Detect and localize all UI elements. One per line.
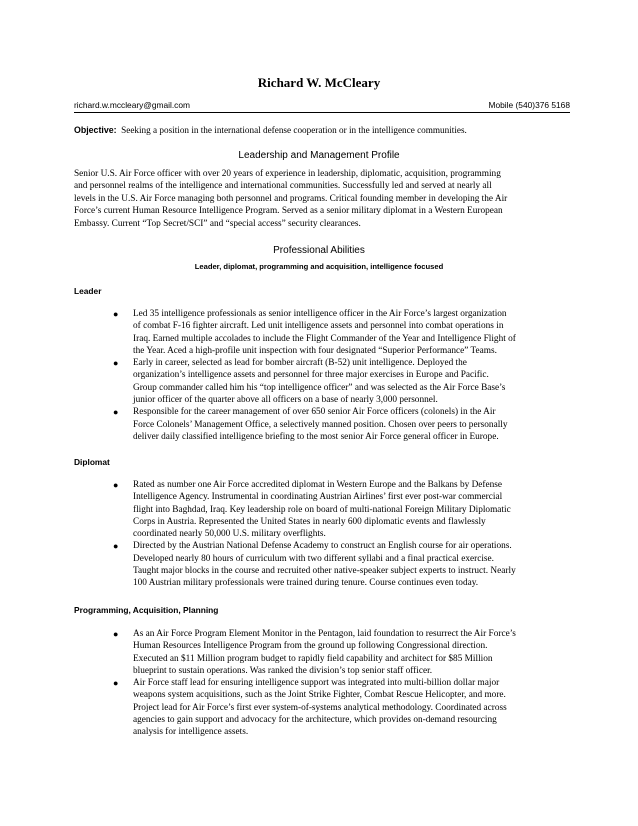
list-item	[110, 540, 580, 589]
bullet-icon: ●	[113, 309, 119, 319]
bullet-line: As an Air Force Program Element Monitor in the Pentagon, laid foundation to resurrect the Air Force’s	[133, 629, 516, 639]
profile-line: and personnel realms of the intelligence and international communities. Successfully led and served at nearly all	[74, 181, 492, 192]
bullet-line: Led 35 intelligence professionals as senior intelligence officer in the Air Force’s largest organization	[133, 309, 507, 319]
bullet-line: Intelligence Agency. Instrumental in coordinating Austrian Airlines’ first ever post-war commercial	[133, 492, 503, 503]
bullet-line: deliver daily classified intelligence briefing to the most senior Air Force general officer in Europe.	[133, 431, 499, 442]
bullet-line: organization’s intelligence assets and personnel for three major exercises in Europe and Pacific.	[133, 370, 489, 381]
bullet-line: Force Colonels’ Management Office, a selectively manned position. Chosen over peers to personally	[133, 419, 508, 430]
bullet-line: the Year. Aced a high-profile unit inspection with four designated “Superior Performance” Teams.	[133, 345, 497, 356]
bullet-line: flight into Baghdad, Iraq. Key leadership role on board of multi-national Foreign Military Diplomatic	[133, 504, 511, 515]
profile-line: Force’s current Human Resource Intelligence Program. Served as a senior military diplomat in a Western European	[74, 206, 503, 217]
bullet-line: junior officer of the quarter above all officers on a base of nearly 3,000 personnel.	[133, 395, 438, 406]
profile-line: Senior U.S. Air Force officer with over 20 years of experience in leadership, diplomatic, acquisition, programming	[74, 169, 501, 179]
diplomat-bullets	[110, 479, 580, 590]
list-item	[110, 406, 580, 443]
bullet-line: Human Resources Intelligence Program from the ground up following Congressional direction.	[133, 641, 488, 652]
bullet-line: Corps in Austria. Represented the United States in nearly 600 diplomatic events and flawlessly	[133, 516, 486, 527]
list-item	[110, 479, 580, 540]
bullet-line: Developed nearly 80 hours of curriculum with two different syllabi and a final practical exercise.	[133, 553, 494, 564]
bullet-icon: ●	[113, 541, 119, 552]
list-item	[110, 628, 580, 677]
bullet-icon: ●	[113, 629, 119, 639]
profile-line: Embassy. Current “Top Secret/SCI” and “special access” security clearances.	[74, 218, 361, 229]
section-label-leader: Leader	[74, 286, 102, 296]
bullet-line: Rated as number one Air Force accredited diplomat in Western Europe and the Balkans by Defense	[133, 480, 503, 490]
section-label-programming: Programming, Acquisition, Planning	[74, 605, 219, 615]
section-label-diplomat: Diplomat	[74, 457, 110, 467]
bullet-line: 100 Austrian military professionals were trained during tenure. Course continues even today.	[133, 578, 479, 589]
email-address: richard.w.mccleary@gmail.com	[74, 100, 191, 110]
bullet-line: weapons system acquisitions, such as the Joint Strike Fighter, Combat Rescue Helicopter, and more.	[133, 690, 506, 701]
objective-label: Objective:	[74, 125, 117, 135]
abilities-subtitle: Leader, diplomat, programming and acquisition, intelligence focused	[194, 262, 444, 271]
bullet-line: Air Force staff lead for ensuring intelligence support was integrated into multi-billion dollar major	[133, 678, 500, 689]
list-item	[110, 677, 580, 738]
profile-title: Leadership and Management Profile	[238, 150, 400, 161]
bullet-line: coordinated nearly 50,000 U.S. military overflights.	[133, 529, 326, 540]
abilities-title: Professional Abilities	[273, 245, 365, 256]
bullet-line: Executed an $11 Million program budget to rapidly field capability and architect for $85 Million	[133, 653, 493, 664]
bullet-icon: ●	[113, 358, 119, 369]
candidate-name: Richard W. McCleary	[257, 75, 381, 90]
objective-text: Seeking a position in the international defense cooperation or in the intelligence communities.	[121, 125, 467, 135]
bullet-icon: ●	[113, 407, 119, 418]
profile-text	[74, 168, 574, 230]
bullet-line: Project lead for Air Force’s first ever system-of-systems analytical methodology. Coordinated across	[133, 702, 507, 713]
bullet-line: Group commander called him his “top intelligence officer” and was selected as the Air Force Base’s	[133, 382, 506, 393]
bullet-line: of combat F-16 fighter aircraft. Led unit intelligence assets and personnel into combat operations in	[133, 321, 504, 332]
bullet-line: analysis for intelligence assets.	[133, 727, 249, 738]
phone-number: Mobile (540)376 5168	[488, 100, 570, 110]
programming-bullets	[110, 628, 580, 739]
bullet-line: blueprint to sustain operations. Was ranked the division’s top senior staff officer.	[133, 665, 433, 676]
bullet-line: Iraq. Earned multiple accolades to include the Flight Commander of the Year and Intelligence Flight of	[133, 333, 516, 344]
bullet-line: Responsible for the career management of over 650 senior Air Force officers (colonels) in the Air	[133, 407, 496, 418]
bullet-line: agencies to gain support and advocacy for the architecture, which provides on-demand resourcing	[133, 715, 497, 726]
profile-line: levels in the U.S. Air Force managing both personnel and programs. Critical founding member in developing the Air	[74, 193, 508, 204]
bullet-line: Early in career, selected as lead for bomber aircraft (B-52) unit intelligence. Deployed the	[133, 358, 467, 369]
leader-bullets	[110, 308, 580, 443]
list-item	[110, 357, 580, 406]
bullet-icon: ●	[113, 480, 119, 490]
bullet-icon: ●	[113, 678, 119, 689]
contact-line	[74, 100, 570, 113]
list-item	[110, 308, 580, 357]
bullet-line: Directed by the Austrian National Defense Academy to construct an English course for air operations.	[133, 541, 512, 552]
objective	[74, 125, 574, 135]
bullet-line: Taught major blocks in the course and recruited other native-speaker subject experts to instruct. Nearly	[133, 566, 516, 577]
